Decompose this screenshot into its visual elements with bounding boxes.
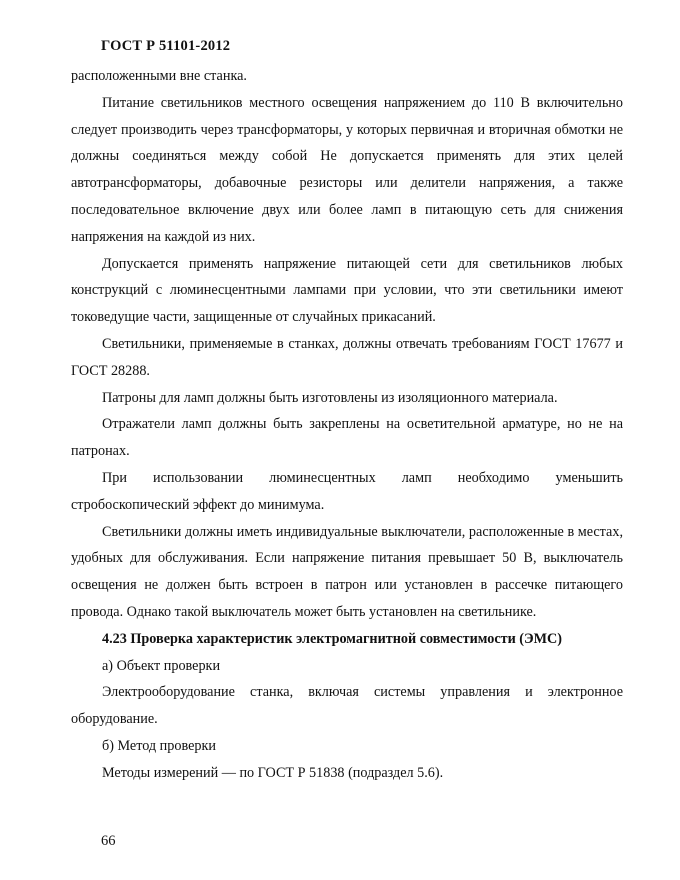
paragraph-lamp-power: Питание светильников местного освещения напряжением до 110 В включительно следует производить через трансформаторы, у которых первичная и вторичная обмотки не должны соединяться между собой Не допускается применять для этих целей автотрансформаторы, добавочные резисторы или делители напряжения, а также последовательное включение двух или более ламп в питающую сеть для снижения напряжения на каждой из них. <box>71 94 623 245</box>
paragraph-switches: Светильники должны иметь индивидуальные выключатели, расположенные в местах, удобных для обслуживания. Если напряжение питания превышает 50 В, выключатель освещения не должен быть встроен в патрон или установлен в рассечке питающего провода. Однако такой выключатель может быть установлен на светильнике. <box>71 523 623 620</box>
document-header: ГОСТ Р 51101-2012 <box>101 38 231 54</box>
paragraph-test-method-label: б) Метод проверки <box>102 737 216 754</box>
paragraph-reflectors: Отражатели ламп должны быть закреплены на осветительной арматуре, но не на патронах. <box>71 416 623 460</box>
paragraph-test-method: Методы измерений — по ГОСТ Р 51838 (подраздел 5.6). <box>102 764 444 781</box>
section-heading-emc: 4.23 Проверка характеристик электромагнитной совместимости (ЭМС) <box>102 630 563 647</box>
paragraph-fluorescent-voltage: Допускается применять напряжение питающей сети для светильников любых конструкций с люминесцентными лампами при условии, что эти светильники имеют токоведущие части, защищенные от случайных прикасаний. <box>71 255 623 326</box>
paragraph-stroboscopic-effect: При использовании люминесцентных ламп необходимо уменьшить стробоскопический эффект до минимума. <box>71 469 623 513</box>
paragraph-lamp-holders: Патроны для ламп должны быть изготовлены из изоляционного материала. <box>102 389 558 406</box>
paragraph-continuation: расположенными вне станка. <box>71 68 247 84</box>
paragraph-luminaire-standards: Светильники, применяемые в станках, должны отвечать требованиям ГОСТ 17677 и ГОСТ 28288. <box>71 335 623 379</box>
document-body <box>71 63 623 787</box>
page-number: 66 <box>101 833 116 849</box>
paragraph-test-object: Электрооборудование станка, включая системы управления и электронное оборудование. <box>71 684 623 728</box>
paragraph-test-object-label: а) Объект проверки <box>102 657 221 674</box>
